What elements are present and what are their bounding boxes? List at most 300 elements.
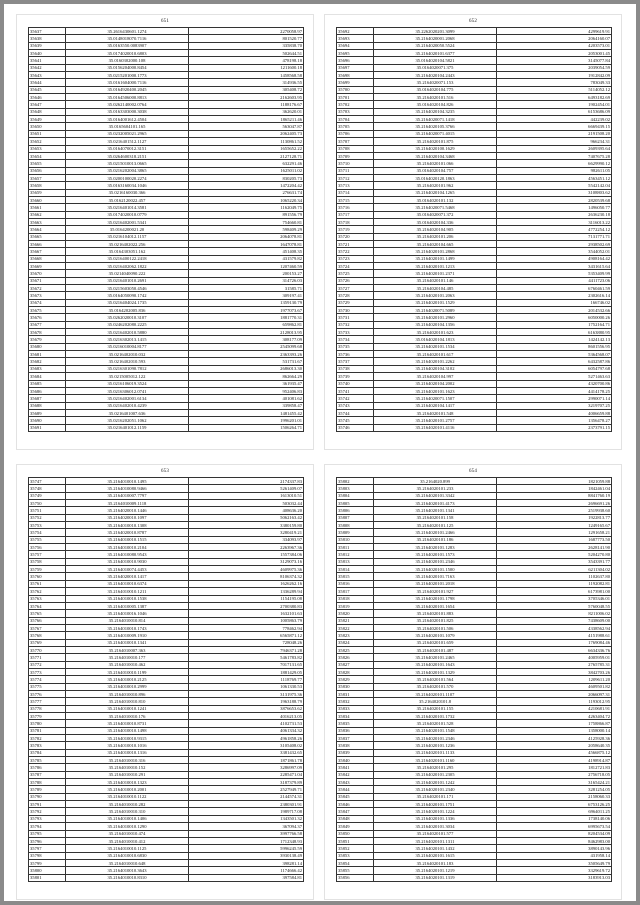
- record-code-cell: 35.2164010007.7797: [66, 492, 189, 499]
- table-row: [29, 189, 304, 196]
- record-code-cell: 35.0215010013.0665: [66, 160, 189, 167]
- record-code-cell: 35.2164020101.962: [374, 182, 497, 189]
- amount-cell: 1506264.71: [189, 424, 304, 431]
- amount-cell: 3705346.01: [497, 595, 612, 602]
- row-index-cell: 35732: [337, 321, 374, 328]
- amount-cell: 801520.77: [189, 35, 304, 42]
- row-index-cell: 35845: [337, 793, 374, 800]
- record-code-cell: 35.2164020101.659: [374, 639, 497, 646]
- amount-cell: 1632101.63: [189, 610, 304, 617]
- table-row: [29, 321, 304, 328]
- table-row: [337, 727, 612, 734]
- row-index-cell: 35816: [337, 580, 374, 587]
- amount-cell: 3380159.80: [189, 522, 304, 529]
- amount-cell: 1207460.59: [189, 263, 304, 270]
- amount-cell: 398281.14: [189, 859, 304, 866]
- amount-cell: 1647078.81: [189, 240, 304, 247]
- row-index-cell: 35715: [337, 196, 374, 203]
- row-index-cell: 35772: [29, 661, 66, 668]
- record-code-cell: 35.2164020104.2002: [374, 380, 497, 387]
- record-code-cell: 35.2164020101.155: [374, 705, 497, 712]
- amount-cell: 563047.87: [189, 123, 304, 130]
- amount-cell: 862664.29: [189, 373, 304, 380]
- amount-cell: 1356478.27: [497, 417, 612, 424]
- table-row: [337, 514, 612, 521]
- amount-cell: 4006659.88: [497, 409, 612, 416]
- record-code-cell: 35.2164020001.2068: [374, 35, 497, 42]
- record-code-cell: 35.2164010010.462: [66, 661, 189, 668]
- table-row: [29, 365, 304, 372]
- table-row: [29, 152, 304, 159]
- record-code-cell: 35.0164050090.1742: [66, 292, 189, 299]
- row-index-cell: 35753: [29, 522, 66, 529]
- record-code-cell: 35.2164020104.1417: [374, 402, 497, 409]
- row-index-cell: 35847: [337, 808, 374, 815]
- record-code-cell: 35.2164020101.516: [374, 94, 497, 101]
- table-row: [29, 182, 304, 189]
- record-code-cell: 35.0216302013.1415: [66, 336, 189, 343]
- amount-cell: 8211006.02: [497, 610, 612, 617]
- ledger-table: [28, 27, 304, 432]
- table-row: [337, 859, 612, 866]
- row-index-cell: 35806: [337, 507, 374, 514]
- record-code-cell: 35.0165604101.165: [66, 123, 189, 130]
- row-index-cell: 35713: [337, 182, 374, 189]
- row-index-cell: 35794: [29, 823, 66, 830]
- record-code-cell: 35.2164020104.997: [374, 373, 497, 380]
- record-code-cell: 35.2164010009.1910: [66, 632, 189, 639]
- row-index-cell: 35717: [337, 211, 374, 218]
- table-row: [29, 727, 304, 734]
- amount-cell: 314726.03: [189, 277, 304, 284]
- row-index-cell: 35748: [29, 485, 66, 492]
- amount-cell: 6995673.54: [497, 823, 612, 830]
- row-index-cell: 35714: [337, 189, 374, 196]
- table-row: [29, 859, 304, 866]
- row-index-cell: 35723: [337, 255, 374, 262]
- row-index-cell: 35662: [29, 211, 66, 218]
- record-code-cell: 35.2164020101.066: [374, 160, 497, 167]
- table-row: [337, 624, 612, 631]
- amount-cell: 7438609.00: [497, 617, 612, 624]
- table-row: [337, 566, 612, 573]
- amount-cell: 367094.37: [189, 823, 304, 830]
- row-index-cell: 35824: [337, 639, 374, 646]
- amount-cell: 1989717.08: [189, 808, 304, 815]
- row-index-cell: 35684: [29, 373, 66, 380]
- table-row: [337, 764, 612, 771]
- table-row: [337, 145, 612, 152]
- record-code-cell: 35.2164020010.1097: [66, 514, 189, 521]
- ledger-table: [336, 477, 612, 882]
- table-row: [29, 277, 304, 284]
- record-code-cell: 35.2164020101.1643: [374, 661, 497, 668]
- table-row: [29, 130, 304, 137]
- row-index-cell: 35751: [29, 507, 66, 514]
- amount-cell: 1154195.08: [189, 595, 304, 602]
- row-index-cell: 35740: [337, 380, 374, 387]
- row-index-cell: 35643: [29, 72, 66, 79]
- row-index-cell: 35781: [29, 727, 66, 734]
- row-index-cell: 35855: [337, 867, 374, 874]
- table-row: [337, 852, 612, 859]
- table-row: [29, 602, 304, 609]
- amount-cell: 3381432.65: [189, 749, 304, 756]
- table-row: [337, 321, 612, 328]
- table-row: [29, 240, 304, 247]
- amount-cell: 31585.71: [189, 285, 304, 292]
- row-index-cell: 35644: [29, 79, 66, 86]
- amount-cell: 830205.73: [189, 174, 304, 181]
- record-code-cell: 35.0216401014.3581: [66, 204, 189, 211]
- table-row: [29, 395, 304, 402]
- table-row: [337, 544, 612, 551]
- amount-cell: 2636230.18: [497, 211, 612, 218]
- table-row: [337, 240, 612, 247]
- table-row: [337, 786, 612, 793]
- row-index-cell: 35836: [337, 727, 374, 734]
- amount-cell: 6760461.59: [497, 285, 612, 292]
- amount-cell: 1922813.77: [497, 514, 612, 521]
- row-index-cell: 35792: [29, 808, 66, 815]
- row-index-cell: 35744: [337, 409, 374, 416]
- record-code-cell: 35.0216401012.1159: [66, 424, 189, 431]
- table-row: [337, 152, 612, 159]
- row-index-cell: 35761: [29, 580, 66, 587]
- table-row: [337, 815, 612, 822]
- amount-cell: 1752164.71: [497, 321, 612, 328]
- row-index-cell: 35712: [337, 174, 374, 181]
- row-index-cell: 35709: [337, 152, 374, 159]
- row-index-cell: 35698: [337, 72, 374, 79]
- record-code-cell: 35.0262020010.3107: [66, 314, 189, 321]
- amount-cell: 4210681.91: [497, 705, 612, 712]
- table-row: [29, 373, 304, 380]
- row-index-cell: 35641: [29, 57, 66, 64]
- record-code-cell: 35.0216402010.593: [66, 358, 189, 365]
- table-row: [29, 351, 304, 358]
- record-code-cell: 35.0216402010.032: [66, 351, 189, 358]
- record-code-cell: 35.2164020101.2466: [374, 529, 497, 536]
- amount-cell: 1738140.06: [497, 815, 612, 822]
- row-index-cell: 35674: [29, 299, 66, 306]
- record-code-cell: 35.2164010010.1495: [66, 478, 189, 485]
- amount-cell: 8841760.19: [497, 492, 612, 499]
- row-index-cell: 35682: [29, 358, 66, 365]
- record-code-cell: 35.0216401007.636: [66, 409, 189, 416]
- record-code-cell: 35.2164020101.1529: [374, 299, 497, 306]
- table-row: [337, 646, 612, 653]
- record-code-cell: 35.2164010010.3643: [66, 867, 189, 874]
- amount-cell: 3219707.25: [497, 402, 612, 409]
- amount-cell: 5461783.82: [189, 654, 304, 661]
- record-code-cell: 35.2164020010.8787: [66, 529, 189, 536]
- amount-cell: 1842461.04: [497, 485, 612, 492]
- table-row: [337, 705, 612, 712]
- record-code-cell: 35.2164020101.564: [374, 676, 497, 683]
- record-code-cell: 35.2164020101.2960: [374, 314, 497, 321]
- record-code-cell: 35.2164020101.875: [374, 138, 497, 145]
- record-code-cell: 35.0216402010.5880: [66, 329, 189, 336]
- record-code-cell: 35.0163550.0083907: [66, 42, 189, 49]
- record-code-cell: 35.0216402022.256: [66, 240, 189, 247]
- amount-cell: 3842703.26: [497, 668, 612, 675]
- amount-cell: 1871861.78: [189, 757, 304, 764]
- page-652: [324, 14, 622, 450]
- table-row: [29, 522, 304, 529]
- record-code-cell: 35.0200100020.2274: [66, 174, 189, 181]
- amount-cell: 1613010.51: [189, 492, 304, 499]
- table-row: [29, 285, 304, 292]
- row-index-cell: 35809: [337, 529, 374, 536]
- row-index-cell: 35818: [337, 595, 374, 602]
- amount-cell: 1963188.79: [189, 698, 304, 705]
- amount-cell: 952406.83: [189, 387, 304, 394]
- amount-cell: 8204534.09: [497, 830, 612, 837]
- row-index-cell: 35797: [29, 845, 66, 852]
- amount-cell: 4005959.01: [497, 654, 612, 661]
- table-row: [29, 566, 304, 573]
- row-index-cell: 35837: [337, 735, 374, 742]
- amount-cell: 1902454.01: [497, 101, 612, 108]
- table-row: [29, 167, 304, 174]
- record-code-cell: 35.2164020101.1623: [374, 387, 497, 394]
- amount-cell: 6163880.95: [497, 329, 612, 336]
- row-index-cell: 35667: [29, 248, 66, 255]
- amount-cell: 2014532.66: [497, 307, 612, 314]
- row-index-cell: 35755: [29, 536, 66, 543]
- table-row: [29, 845, 304, 852]
- table-row: [337, 248, 612, 255]
- record-code-cell: 35.2164010010.814: [66, 617, 189, 624]
- row-index-cell: 35718: [337, 218, 374, 225]
- table-row: [337, 116, 612, 123]
- table-row: [337, 580, 612, 587]
- row-index-cell: 35846: [337, 801, 374, 808]
- record-code-cell: 35.2164010080.9543: [66, 551, 189, 558]
- amount-cell: 5996245.59: [189, 845, 304, 852]
- table-row: [337, 218, 612, 225]
- record-code-cell: 35.2164020101.1107: [374, 690, 497, 697]
- table-row: [337, 35, 612, 42]
- amount-cell: 598409.29: [189, 226, 304, 233]
- table-row: [29, 204, 304, 211]
- amount-cell: 1481455.42: [189, 409, 304, 416]
- table-row: [337, 86, 612, 93]
- record-code-cell: 35.2164010010.1290: [66, 823, 189, 830]
- row-index-cell: 35786: [29, 764, 66, 771]
- table-row: [29, 867, 304, 874]
- row-index-cell: 35839: [337, 749, 374, 756]
- row-index-cell: 35749: [29, 492, 66, 499]
- table-row: [29, 492, 304, 499]
- table-row: [337, 617, 612, 624]
- amount-cell: 6669439.15: [497, 123, 612, 130]
- amount-cell: 5542142.04: [497, 182, 612, 189]
- record-code-cell: 35.2164020101.1336: [374, 815, 497, 822]
- row-index-cell: 35842: [337, 771, 374, 778]
- amount-cell: 2064078.81: [189, 233, 304, 240]
- table-row: [337, 602, 612, 609]
- table-row: [29, 536, 304, 543]
- amount-cell: 1174666.42: [189, 867, 304, 874]
- record-code-cell: 35.2164020101.1329: [374, 668, 497, 675]
- row-index-cell: 35668: [29, 255, 66, 262]
- table-row: [29, 218, 304, 225]
- table-row: [337, 558, 612, 565]
- row-index-cell: 35701: [337, 94, 374, 101]
- table-row: [29, 211, 304, 218]
- row-index-cell: 35676: [29, 314, 66, 321]
- amount-cell: 276631.74: [189, 189, 304, 196]
- amount-cell: 6211304.02: [497, 566, 612, 573]
- table-row: [29, 138, 304, 145]
- record-code-cell: 35.2164010009.1118: [66, 500, 189, 507]
- row-index-cell: 35770: [29, 646, 66, 653]
- row-index-cell: 35657: [29, 174, 66, 181]
- row-index-cell: 35688: [29, 402, 66, 409]
- row-index-cell: 35652: [29, 138, 66, 145]
- record-code-cell: 35.2164020101.171: [374, 793, 497, 800]
- table-row: [29, 683, 304, 690]
- record-code-cell: 35.0216306012.0741: [66, 387, 189, 394]
- record-code-cell: 35.0164506000.8813: [66, 94, 189, 101]
- amount-cell: 1687773.50: [497, 536, 612, 543]
- record-code-cell: 35.0216010004.8177: [66, 343, 189, 350]
- table-row: [29, 116, 304, 123]
- row-index-cell: 35666: [29, 240, 66, 247]
- page-653: [16, 464, 314, 900]
- table-row: [337, 233, 612, 240]
- table-row: [337, 108, 612, 115]
- table-row: [29, 94, 304, 101]
- table-row: [29, 255, 304, 262]
- row-index-cell: 35694: [337, 42, 374, 49]
- record-code-cell: 35.2164010010.2999: [66, 683, 189, 690]
- table-row: [337, 771, 612, 778]
- table-row: [337, 639, 612, 646]
- row-index-cell: 35737: [337, 358, 374, 365]
- row-index-cell: 35665: [29, 233, 66, 240]
- record-code-cell: 35.2164020101.295: [374, 764, 497, 771]
- record-code-cell: 35.0163303000.3038: [66, 108, 189, 115]
- row-index-cell: 35844: [337, 786, 374, 793]
- row-index-cell: 35843: [337, 779, 374, 786]
- amount-cell: 361935.47: [189, 380, 304, 387]
- row-index-cell: 35810: [337, 536, 374, 543]
- record-code-cell: 35.2164020101.1798: [374, 595, 497, 602]
- record-code-cell: 35.0164200021.20: [66, 226, 189, 233]
- row-index-cell: 35721: [337, 240, 374, 247]
- table-row: [337, 867, 612, 874]
- record-code-cell: 35.2164020101.883: [374, 610, 497, 617]
- row-index-cell: 35833: [337, 705, 374, 712]
- table-row: [337, 808, 612, 815]
- amount-cell: 4203573.01: [497, 42, 612, 49]
- record-code-cell: 35.2164020104.3235: [374, 108, 497, 115]
- table-row: [337, 595, 612, 602]
- table-row: [337, 720, 612, 727]
- table-row: [29, 196, 304, 203]
- amount-cell: 6173981.00: [497, 588, 612, 595]
- row-index-cell: 35654: [29, 152, 66, 159]
- amount-cell: 4338562.94: [497, 624, 612, 631]
- amount-cell: 309197.41: [189, 292, 304, 299]
- table-row: [29, 639, 304, 646]
- amount-cell: 3187379.89: [189, 779, 304, 786]
- row-index-cell: 35852: [337, 845, 374, 852]
- record-code-cell: 35.2164020104.3468: [374, 152, 497, 159]
- row-index-cell: 35838: [337, 742, 374, 749]
- page-654: [324, 464, 622, 900]
- amount-cell: 4566875.12: [497, 749, 612, 756]
- record-code-cell: 35.2164020101.2465: [374, 654, 497, 661]
- row-index-cell: 35729: [337, 299, 374, 306]
- row-index-cell: 35648: [29, 108, 66, 115]
- record-code-cell: 35.0216400122.2418: [66, 255, 189, 262]
- page-number: 653: [160, 469, 170, 474]
- record-code-cell: 35.2164010074.4453: [66, 566, 189, 573]
- record-code-cell: 35.2164020101.1654: [374, 602, 497, 609]
- amount-cell: 335838.70: [189, 42, 304, 49]
- row-index-cell: 35849: [337, 823, 374, 830]
- amount-cell: 305408.72: [189, 86, 304, 93]
- record-code-cell: 35.2164010010.1515: [66, 536, 189, 543]
- record-code-cell: 35.2164020101.1133: [374, 749, 497, 756]
- table-row: [337, 336, 612, 343]
- record-code-cell: 35.2164020101.1548: [374, 727, 497, 734]
- table-row: [29, 123, 304, 130]
- table-row: [337, 874, 612, 881]
- record-code-cell: 35.2164020071.1418: [374, 116, 497, 123]
- row-index-cell: 35651: [29, 130, 66, 137]
- amount-cell: 1769084.46: [497, 639, 612, 646]
- row-index-cell: 35656: [29, 167, 66, 174]
- record-code-cell: 35.2164010010.152: [66, 764, 189, 771]
- record-code-cell: 35.2164020101.1311: [374, 837, 497, 844]
- row-index-cell: 35647: [29, 101, 66, 108]
- table-row: [29, 50, 304, 57]
- table-row: [337, 57, 612, 64]
- table-row: [29, 610, 304, 617]
- record-code-cell: 35.2164020101.1319: [374, 874, 497, 881]
- amount-cell: 1343501.32: [189, 815, 304, 822]
- amount-cell: 2545099.68: [189, 343, 304, 350]
- table-row: [29, 624, 304, 631]
- amount-cell: 3286997.09: [189, 764, 304, 771]
- amount-cell: 3431615.64: [497, 263, 612, 270]
- amount-cell: 1336289.94: [189, 588, 304, 595]
- record-code-cell: 35.0215201000.1773: [66, 72, 189, 79]
- row-index-cell: 35705: [337, 123, 374, 130]
- row-index-cell: 35759: [29, 566, 66, 573]
- amount-cell: 4609975.36: [189, 566, 304, 573]
- table-row: [337, 72, 612, 79]
- amount-cell: 1188176.67: [189, 101, 304, 108]
- table-row: [29, 815, 304, 822]
- record-code-cell: 35.2164010010.282: [66, 801, 189, 808]
- amount-cell: 431579.82: [189, 255, 304, 262]
- record-code-cell: 35.2164020101.927: [374, 588, 497, 595]
- record-code-cell: 35.2164020101.1213: [374, 263, 497, 270]
- amount-cell: 5062163.42: [189, 514, 304, 521]
- amount-cell: 5114052.12: [497, 86, 612, 93]
- record-code-cell: 35.2164010010.810: [66, 698, 189, 705]
- table-row: [29, 478, 304, 485]
- record-code-cell: 35.2164020101.506: [374, 624, 497, 631]
- record-code-cell: 35.2164010010.1308: [66, 522, 189, 529]
- table-row: [337, 50, 612, 57]
